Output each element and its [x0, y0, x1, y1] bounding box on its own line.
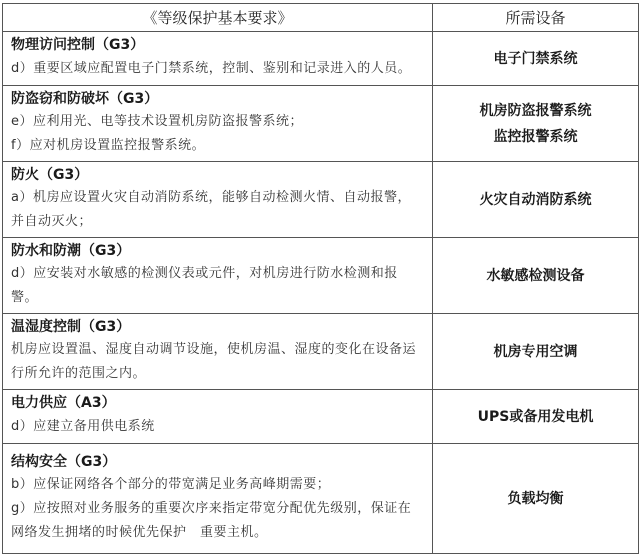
- requirement-cell: [3, 390, 433, 444]
- equipment-cell: [433, 444, 639, 554]
- requirement-line: 行所允许的范围之内。: [11, 366, 147, 381]
- requirement-line: 机房应设置温、湿度自动调节设施，使机房温、湿度的变化在设备运: [11, 342, 417, 357]
- requirement-cell: [3, 32, 433, 86]
- equipment-name: 负载均衡: [507, 490, 564, 507]
- equipment-cell: [433, 32, 639, 86]
- table-row: [3, 86, 639, 162]
- requirement-cell: [3, 86, 433, 162]
- table-row: [3, 162, 639, 238]
- requirement-line: 并自动灭火；: [11, 214, 93, 229]
- requirement-line: d）应安装对水敏感的检测仪表或元件，对机房进行防水检测和报: [11, 266, 398, 281]
- requirement-cell: [3, 444, 433, 554]
- requirement-line: 警。: [11, 290, 39, 305]
- equipment-cell: [433, 162, 639, 238]
- requirement-line: d）重要区域应配置电子门禁系统，控制、鉴别和记录进入的人员。: [11, 61, 412, 76]
- requirement-cell: [3, 314, 433, 390]
- requirement-cell: [3, 238, 433, 314]
- requirement-title: 防盗窃和防破坏（G3）: [11, 91, 159, 107]
- table-row: [3, 32, 639, 86]
- requirement-title: 结构安全（G3）: [11, 454, 117, 470]
- requirement-line: f）应对机房设置监控报警系统。: [11, 138, 206, 153]
- equipment-name: 水敏感检测设备: [486, 267, 585, 284]
- equipment-name: 机房专用空调: [493, 343, 578, 360]
- requirement-title: 温湿度控制（G3）: [11, 319, 131, 335]
- table-header-row: [3, 4, 639, 32]
- requirement-line: a）机房应设置火灾自动消防系统，能够自动检测火情、自动报警，: [11, 190, 411, 205]
- requirement-title: 防火（G3）: [11, 167, 89, 183]
- table-row: [3, 390, 639, 444]
- requirement-line: g）应按照对业务服务的重要次序来指定带宽分配优先级别，保证在: [11, 501, 412, 516]
- equipment-name: 监控报警系统: [493, 128, 578, 145]
- header-equipment: 所需设备: [433, 4, 639, 32]
- requirements-table-container: [2, 3, 638, 543]
- requirements-table: [2, 3, 639, 554]
- requirement-title: 物理访问控制（G3）: [11, 37, 145, 53]
- requirement-cell: [3, 162, 433, 238]
- requirement-line: b）应保证网络各个部分的带宽满足业务高峰期需要；: [11, 477, 331, 492]
- requirement-line: d）应建立备用供电系统: [11, 419, 155, 434]
- equipment-cell: [433, 390, 639, 444]
- equipment-cell: [433, 314, 639, 390]
- header-requirement: 《等级保护基本要求》: [3, 4, 433, 32]
- table-row: [3, 444, 639, 554]
- equipment-name: UPS或备用发电机: [477, 408, 594, 425]
- table-row: [3, 238, 639, 314]
- requirement-title: 防水和防潮（G3）: [11, 243, 131, 259]
- equipment-cell: [433, 86, 639, 162]
- requirement-line: 网络发生拥堵的时候优先保护 重要主机。: [11, 525, 268, 540]
- table-row: [3, 314, 639, 390]
- equipment-cell: [433, 238, 639, 314]
- equipment-name: 机房防盗报警系统: [479, 102, 592, 119]
- equipment-name: 火灾自动消防系统: [479, 191, 592, 208]
- requirement-line: e）应利用光、电等技术设置机房防盗报警系统；: [11, 114, 303, 129]
- requirement-title: 电力供应（A3）: [11, 395, 116, 411]
- equipment-name: 电子门禁系统: [493, 50, 578, 67]
